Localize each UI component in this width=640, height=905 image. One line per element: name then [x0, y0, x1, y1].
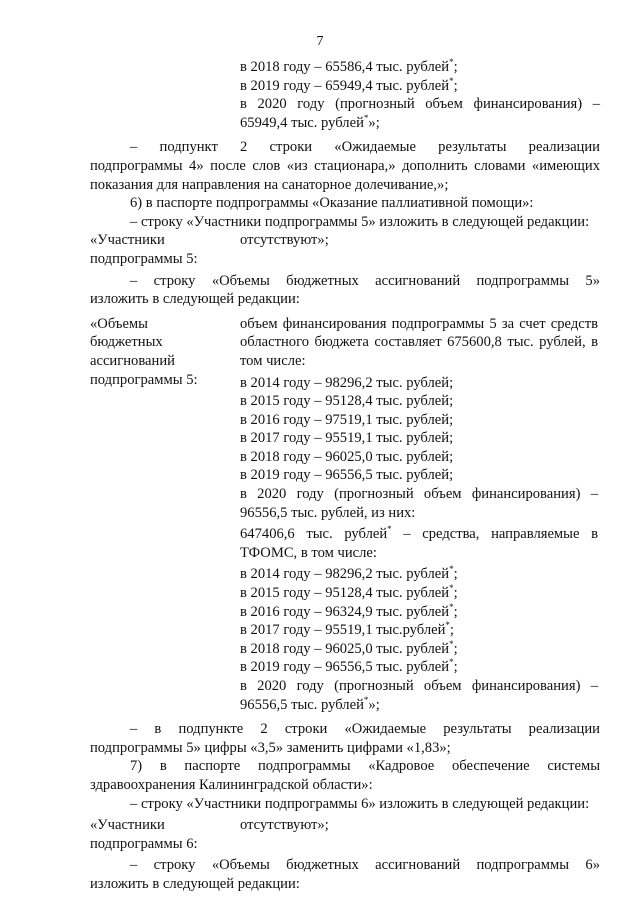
- financing-continuation: в 2018 году – 65586,4 тыс. рублей*; в 2019 году – 65949,4 тыс. рублей*; в 2020 году (прогнозный объем финансирования) – 65949,4 тыс. рублей*»;: [240, 57, 600, 131]
- document-body: [90, 58, 600, 894]
- year-2019-line: в 2019 году – 65949,4 тыс. рублей: [240, 77, 450, 94]
- year-line: в 2016 году – 97519,1 тыс. рублей;: [240, 411, 454, 428]
- tfoms-year-line: в 2018 году – 96025,0 тыс. рублей: [240, 640, 450, 657]
- year-line: в 2014 году – 98296,2 тыс. рублей;: [240, 374, 454, 391]
- participants-row-5: «Участники отсутствуют»;: [90, 232, 329, 249]
- tfoms-year-line: в 2014 году – 98296,2 тыс. рублей: [240, 566, 450, 583]
- year-2020-line: в 2020 году (прогнозный объем финансирования) –: [240, 96, 600, 113]
- year-line: в 2017 году – 95519,1 тыс. рублей;: [240, 430, 454, 447]
- paragraph-subpoint-5: – в подпункте 2 строки «Ожидаемые результаты реализации подпрограммы 5» цифры «3,5» заменить цифрами «1,83»;: [90, 721, 600, 756]
- participants-row-6: «Участники отсутствуют»;: [90, 817, 329, 834]
- item-7: 7) в паспорте подпрограммы «Кадровое обеспечение системы здравоохранения Калининградской области»: – строку «Участники подпрограммы 6» изложить в следующей редакции: «Участники отсутствуют»; подпрограммы 6: – строку «Объемы бюджетных ассигнований подпрограммы 6» изложить в следующей редакции:: [90, 758, 600, 892]
- year-line: в 2018 году – 96025,0 тыс. рублей;: [240, 448, 454, 465]
- item-7-heading: 7) в паспорте подпрограммы «Кадровое обеспечение системы: [130, 758, 600, 775]
- tfoms-year-line: в 2015 году – 95128,4 тыс. рублей: [240, 585, 450, 602]
- year-line: в 2019 году – 96556,5 тыс. рублей;: [240, 467, 454, 484]
- tfoms-year-line: в 2019 году – 96556,5 тыс. рублей: [240, 659, 450, 676]
- page-number: 7: [316, 34, 324, 49]
- item-6-heading: 6) в паспорте подпрограммы «Оказание паллиативной помощи»:: [130, 195, 534, 212]
- year-line: в 2015 году – 95128,4 тыс. рублей;: [240, 393, 454, 410]
- tfoms-year-line: в 2017 году – 95519,1 тыс.рублей: [240, 622, 446, 639]
- item-6: 6) в паспорте подпрограммы «Оказание паллиативной помощи»: – строку «Участники подпрограммы 5» изложить в следующей редакции: «Участники отсутствуют»; подпрограммы 5: – строку «Объемы бюджетных ассигнований подпрограммы 5» изложить в следующей редакции:: [90, 195, 600, 308]
- volumes-label-5: «Объемы бюджетных ассигнований подпрограммы 5:: [90, 315, 198, 388]
- volumes-content-5: объем финансирования подпрограммы 5 за счет средств областного бюджета составляет 675600,8 тыс. рублей, в том числе: в 2014 году – 98296,2 тыс. рублей; в 2015 году – 95128,4 тыс. рублей; в 2016 году – 97519,1 тыс. рублей; в 2017 году – 95519,1 тыс. рублей; в 2018 году – 96025,0 тыс. рублей; в 2019 году – 96556,5 тыс. рублей; в 2020 году (прогнозный объем финансирования) – 96556,5 тыс. рублей, из них: 647406,6 тыс. рублей* – средства, направляемые в ТФОМС, в том числе: в 2014 году – 98296,2 тыс. рублей*; в 2015 году – 95128,4 тыс. рублей*; в 2016 году – 96324,9 тыс. рублей*; в 2017 году – 95519,1 тыс.рублей*; в 2018 году – 96025,0 тыс. рублей*; в 2019 году – 96556,5 тыс. рублей*; в 2020 году (прогнозный объем финансирования) – 96556,5 тыс. рублей*»;: [240, 315, 598, 713]
- volumes-table-5: [90, 315, 600, 714]
- year-2018-line: в 2018 году – 65586,4 тыс. рублей: [240, 59, 450, 75]
- paragraph-subpoint-2: – подпункт 2 строки «Ожидаемые результаты реализации подпрограммы 4» после слов «из стационара,» дополнить словами «имеющих показания для направления на санаторное долечивание,»;: [90, 139, 600, 193]
- tfoms-year-line: в 2016 году – 96324,9 тыс. рублей: [240, 603, 450, 620]
